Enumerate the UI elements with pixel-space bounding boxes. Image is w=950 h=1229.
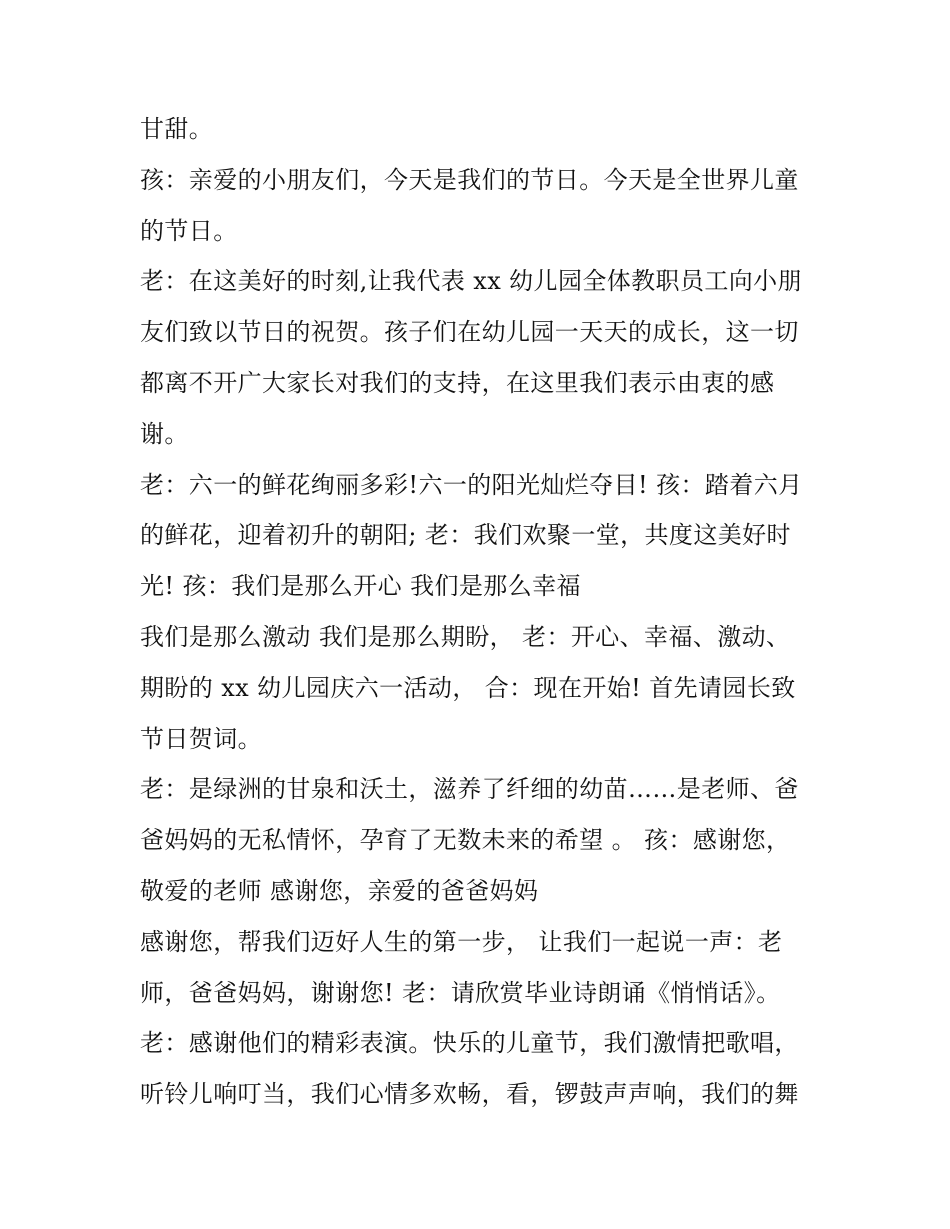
text-line: 感谢您，帮我们迈好人生的第一步， 让我们一起说一声：老 — [140, 927, 783, 956]
text-line: 爸妈妈的无私情怀，孕育了无数未来的希望 。 孩：感谢您， — [140, 826, 791, 855]
text-line: 老：是绿洲的甘泉和沃土，滋养了纤细的幼苗……是老师、爸 — [140, 775, 799, 804]
text-line: 老：在这美好的时刻,让我代表 xx 幼儿园全体教职员工向小朋 — [140, 267, 802, 296]
text-line: 敬爱的老师 感谢您，亲爱的爸爸妈妈 — [140, 876, 539, 905]
text-line: 老：感谢他们的精彩表演。快乐的儿童节，我们激情把歌唱， — [140, 1029, 799, 1058]
document-body — [140, 104, 830, 1120]
text-line: 老：六一的鲜花绚丽多彩!六一的阳光灿烂夺目! 孩：踏着六月 — [140, 470, 803, 499]
text-line: 都离不开广大家长对我们的支持，在这里我们表示由衷的感 — [140, 368, 775, 397]
text-line: 我们是那么激动 我们是那么期盼， 老：开心、幸福、激动、 — [140, 622, 791, 651]
text-line: 光! 孩：我们是那么开心 我们是那么幸福 — [140, 572, 581, 601]
text-line: 的鲜花，迎着初升的朝阳; 老：我们欢聚一堂，共度这美好时 — [140, 521, 791, 550]
text-line: 期盼的 xx 幼儿园庆六一活动， 合：现在开始! 首先请园长致 — [140, 673, 796, 702]
text-line: 谢。 — [140, 419, 189, 448]
text-line: 节日贺词。 — [140, 724, 262, 753]
text-line: 的节日。 — [140, 216, 238, 245]
text-line: 甘甜。 — [140, 115, 214, 143]
text-line: 孩：亲爱的小朋友们，今天是我们的节日。今天是全世界儿童 — [140, 165, 799, 194]
text-line: 听铃儿响叮当，我们心情多欢畅，看，锣鼓声声响，我们的舞 — [140, 1080, 799, 1109]
text-line: 师，爸爸妈妈，谢谢您! 老：请欣赏毕业诗朗诵《悄悄话》。 — [140, 978, 781, 1007]
text-line: 友们致以节日的祝贺。孩子们在幼儿园一天天的成长，这一切 — [140, 318, 799, 347]
